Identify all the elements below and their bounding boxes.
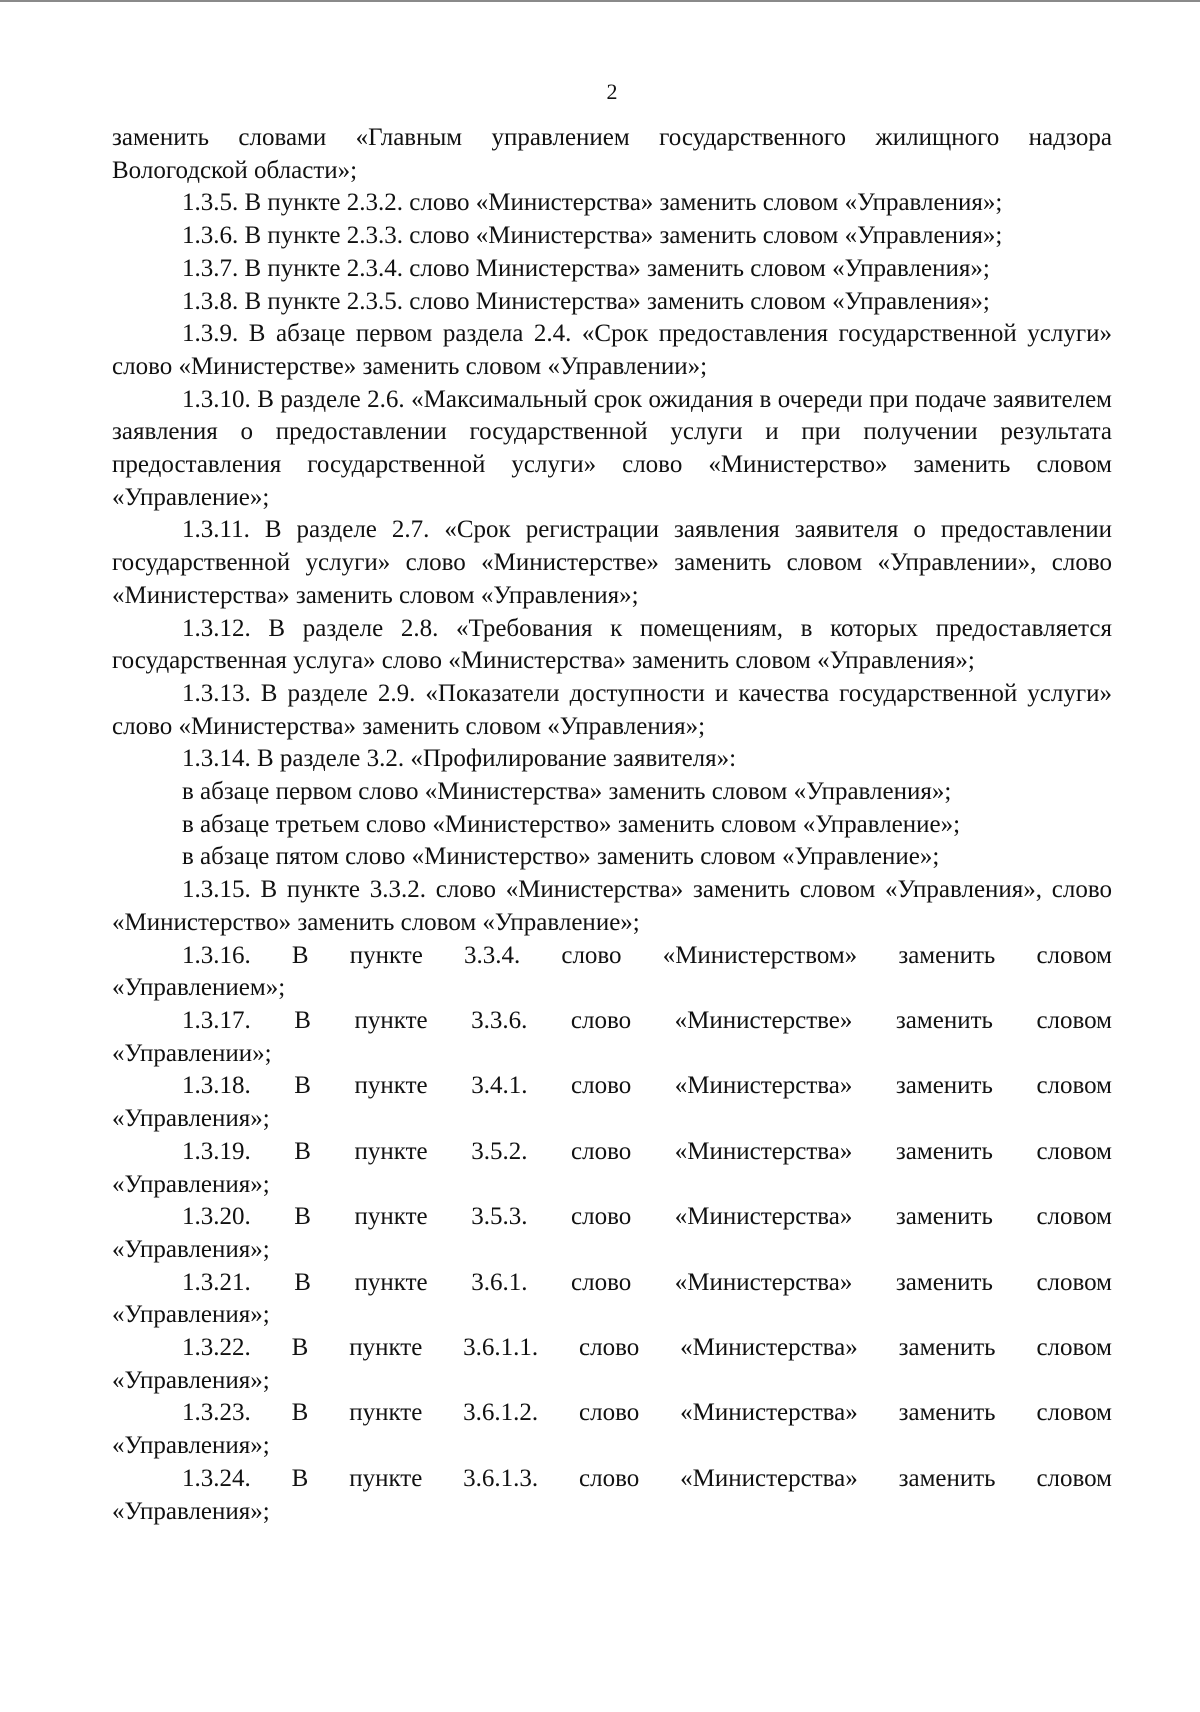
paragraph-lead: 1.3.24. В пункте 3.6.1.3. слово «Министерства» заменить словом [182, 1464, 1112, 1492]
paragraph-1-3-21 [112, 1267, 1112, 1332]
document-body [112, 122, 1112, 1528]
paragraph-lead: 1.3.19. В пункте 3.5.2. слово «Министерства» заменить словом [182, 1137, 1112, 1165]
subparagraph-fifth-abzac: в абзаце пятом слово «Министерство» заменить словом «Управление»; [182, 843, 940, 871]
paragraph-1-3-6: 1.3.6. В пункте 2.3.3. слово «Министерства» заменить словом «Управления»; [182, 222, 1003, 250]
paragraph-1-3-12: 1.3.12. В разделе 2.8. «Требования к помещениям, в которых предоставляется государственная услуга» слово «Министерства» заменить словом «Управления»; [112, 614, 1112, 675]
paragraph-1-3-19 [112, 1136, 1112, 1201]
paragraph-1-3-24 [112, 1463, 1112, 1528]
paragraph-tail: «Управления»; [112, 1170, 270, 1198]
paragraph-1-3-13: 1.3.13. В разделе 2.9. «Показатели доступности и качества государственной услуги» слово «Министерства» заменить словом «Управления»; [112, 679, 1112, 740]
paragraph-1-3-23 [112, 1397, 1112, 1462]
subparagraph-first-abzac: в абзаце первом слово «Министерства» заменить словом «Управления»; [182, 778, 952, 806]
paragraph-1-3-20 [112, 1201, 1112, 1266]
paragraph-1-3-5: 1.3.5. В пункте 2.3.2. слово «Министерства» заменить словом «Управления»; [182, 189, 1003, 217]
paragraph-tail: «Управления»; [112, 1235, 270, 1263]
paragraph-tail: «Управлением»; [112, 974, 286, 1002]
paragraph-lead: 1.3.18. В пункте 3.4.1. слово «Министерства» заменить словом [182, 1072, 1112, 1100]
paragraph-1-3-17 [112, 1005, 1112, 1070]
paragraph-1-3-8: 1.3.8. В пункте 2.3.5. слово Министерства» заменить словом «Управления»; [182, 287, 990, 315]
paragraph-1-3-18 [112, 1070, 1112, 1135]
paragraph-tail: «Управления»; [112, 1301, 270, 1329]
paragraph-tail: «Управлении»; [112, 1039, 272, 1067]
paragraph-1-3-11: 1.3.11. В разделе 2.7. «Срок регистрации заявления заявителя о предоставлении государственной услуги» слово «Министерстве» заменить словом «Управлении», слово «Министерства» заменить словом «Управления»; [112, 516, 1112, 609]
paragraph-lead: 1.3.16. В пункте 3.3.4. слово «Министерством» заменить словом [182, 941, 1112, 969]
paragraph-lead: 1.3.17. В пункте 3.3.6. слово «Министерстве» заменить словом [182, 1006, 1112, 1034]
page-top-edge [0, 0, 1200, 2]
paragraph-lead: 1.3.22. В пункте 3.6.1.1. слово «Министерства» заменить словом [182, 1334, 1112, 1362]
paragraph-1-3-15: 1.3.15. В пункте 3.3.2. слово «Министерства» заменить словом «Управления», слово «Министерство» заменить словом «Управление»; [112, 876, 1112, 936]
paragraph-lead: 1.3.21. В пункте 3.6.1. слово «Министерства» заменить словом [182, 1268, 1112, 1296]
paragraph-tail: «Управления»; [112, 1432, 270, 1460]
paragraph-continuation: заменить словами «Главным управлением государственного жилищного надзора Вологодской области»; [112, 124, 1112, 184]
paragraph-1-3-14: 1.3.14. В разделе 3.2. «Профилирование заявителя»: [182, 745, 737, 773]
paragraph-1-3-10: 1.3.10. В разделе 2.6. «Максимальный срок ожидания в очереди при подаче заявителем заявления о предоставлении государственной услуги и при получении результата предоставления государственной услуги» слово «Министерство» заменить словом «Управление»; [112, 385, 1112, 511]
paragraph-1-3-22 [112, 1332, 1112, 1397]
paragraph-lead: 1.3.20. В пункте 3.5.3. слово «Министерства» заменить словом [182, 1203, 1112, 1231]
paragraph-lead: 1.3.23. В пункте 3.6.1.2. слово «Министерства» заменить словом [182, 1399, 1112, 1427]
paragraph-1-3-16 [112, 940, 1112, 1005]
paragraph-tail: «Управления»; [112, 1105, 270, 1133]
document-page [112, 78, 1112, 1528]
page-number: 2 [606, 79, 618, 104]
paragraph-1-3-9: 1.3.9. В абзаце первом раздела 2.4. «Срок предоставления государственной услуги» слово «Министерстве» заменить словом «Управлении»; [112, 320, 1112, 380]
paragraph-tail: «Управления»; [112, 1366, 270, 1394]
subparagraph-third-abzac: в абзаце третьем слово «Министерство» заменить словом «Управление»; [182, 810, 961, 838]
paragraph-1-3-7: 1.3.7. В пункте 2.3.4. слово Министерства» заменить словом «Управления»; [182, 254, 990, 282]
paragraph-tail: «Управления»; [112, 1497, 270, 1525]
